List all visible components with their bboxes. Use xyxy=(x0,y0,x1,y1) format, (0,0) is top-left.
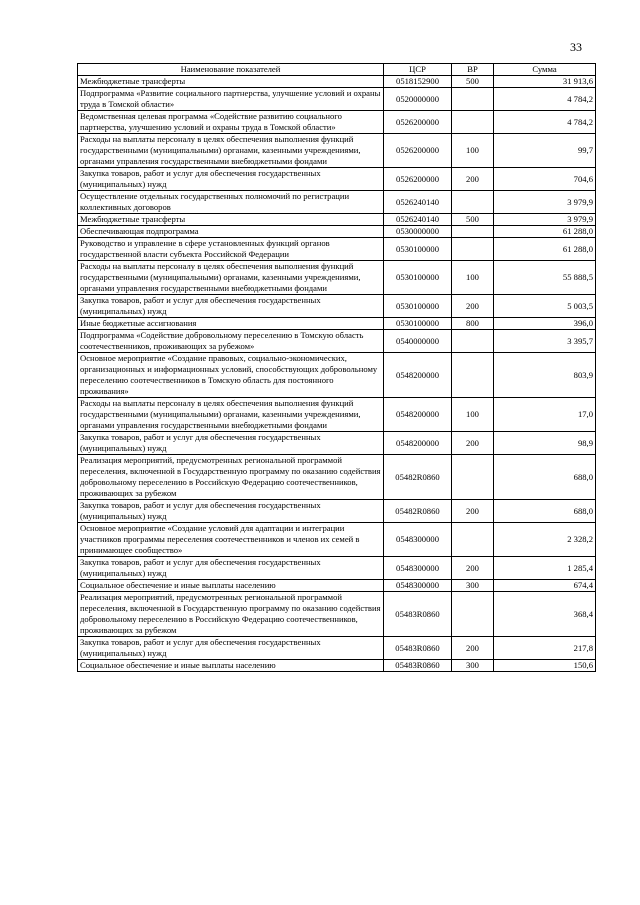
table-row xyxy=(78,398,596,432)
table-row xyxy=(78,111,596,134)
row-csr-cell: 0548300000 xyxy=(384,580,452,592)
row-vr-cell xyxy=(452,226,494,238)
row-sum-cell: 2 328,2 xyxy=(494,523,596,557)
row-sum-cell: 3 979,9 xyxy=(494,214,596,226)
table-row xyxy=(78,637,596,660)
page-number: 33 xyxy=(570,40,582,54)
row-csr-cell: 0518152900 xyxy=(384,76,452,88)
row-sum-cell: 17,0 xyxy=(494,398,596,432)
row-sum-cell: 61 288,0 xyxy=(494,226,596,238)
row-name-cell: Закупка товаров, работ и услуг для обеспечения государственных (муниципальных) нужд xyxy=(78,295,384,318)
row-vr-cell: 100 xyxy=(452,134,494,168)
row-name-cell: Закупка товаров, работ и услуг для обеспечения государственных (муниципальных) нужд xyxy=(78,432,384,455)
table-row xyxy=(78,455,596,500)
row-vr-cell xyxy=(452,455,494,500)
row-vr-cell: 200 xyxy=(452,432,494,455)
row-vr-cell: 300 xyxy=(452,580,494,592)
header-sum: Сумма xyxy=(494,64,596,76)
row-vr-cell: 500 xyxy=(452,76,494,88)
table-row xyxy=(78,88,596,111)
row-sum-cell: 99,7 xyxy=(494,134,596,168)
row-sum-cell: 688,0 xyxy=(494,455,596,500)
row-sum-cell: 688,0 xyxy=(494,500,596,523)
table-row xyxy=(78,432,596,455)
row-vr-cell: 200 xyxy=(452,295,494,318)
row-sum-cell: 674,4 xyxy=(494,580,596,592)
row-sum-cell: 5 003,5 xyxy=(494,295,596,318)
row-sum-cell: 396,0 xyxy=(494,318,596,330)
row-name-cell: Реализация мероприятий, предусмотренных региональной программой переселения, включенной в Государственную программу по оказанию содействия добровольному переселению в Российскую Федерацию соотечественников, проживающих за рубежом xyxy=(78,592,384,637)
row-name-cell: Руководство и управление в сфере установленных функций органов государственной власти субъекта Российской Федерации xyxy=(78,238,384,261)
table-row xyxy=(78,660,596,672)
row-vr-cell: 100 xyxy=(452,398,494,432)
table-row xyxy=(78,580,596,592)
row-sum-cell: 803,9 xyxy=(494,353,596,398)
row-name-cell: Обеспечивающая подпрограмма xyxy=(78,226,384,238)
row-sum-cell: 98,9 xyxy=(494,432,596,455)
row-vr-cell xyxy=(452,353,494,398)
row-name-cell: Расходы на выплаты персоналу в целях обеспечения выполнения функций государственными (муниципальными) органами, казенными учреждениями, органами управления государственными внебюджетными фондами xyxy=(78,134,384,168)
row-name-cell: Основное мероприятие «Создание условий для адаптации и интеграции участников программы переселения соотечественников и членов их семей в принимающее сообщество» xyxy=(78,523,384,557)
row-sum-cell: 61 288,0 xyxy=(494,238,596,261)
row-name-cell: Социальное обеспечение и иные выплаты населению xyxy=(78,660,384,672)
row-vr-cell xyxy=(452,330,494,353)
row-csr-cell: 0530100000 xyxy=(384,261,452,295)
row-csr-cell: 0526200000 xyxy=(384,111,452,134)
table-row xyxy=(78,214,596,226)
table-header-row xyxy=(78,64,596,76)
row-vr-cell: 200 xyxy=(452,557,494,580)
row-sum-cell: 3 979,9 xyxy=(494,191,596,214)
row-csr-cell: 0548200000 xyxy=(384,398,452,432)
row-name-cell: Расходы на выплаты персоналу в целях обеспечения выполнения функций государственными (муниципальными) органами, казенными учреждениями, органами управления государственными внебюджетными фондами xyxy=(78,398,384,432)
row-sum-cell: 368,4 xyxy=(494,592,596,637)
row-csr-cell: 0548300000 xyxy=(384,557,452,580)
table-row xyxy=(78,353,596,398)
row-name-cell: Реализация мероприятий, предусмотренных региональной программой переселения, включенной в Государственную программу по оказанию содействия добровольному переселению в Российскую Федерацию соотечественников, проживающих за рубежом xyxy=(78,455,384,500)
header-name: Наименование показателей xyxy=(78,64,384,76)
row-csr-cell: 0548300000 xyxy=(384,523,452,557)
row-vr-cell xyxy=(452,238,494,261)
table-row xyxy=(78,261,596,295)
table-row xyxy=(78,557,596,580)
row-vr-cell: 800 xyxy=(452,318,494,330)
row-vr-cell xyxy=(452,111,494,134)
table-row xyxy=(78,134,596,168)
row-csr-cell: 05482R0860 xyxy=(384,500,452,523)
row-csr-cell: 0530100000 xyxy=(384,295,452,318)
header-vr: ВР xyxy=(452,64,494,76)
table-row xyxy=(78,168,596,191)
row-name-cell: Расходы на выплаты персоналу в целях обеспечения выполнения функций государственными (муниципальными) органами, казенными учреждениями, органами управления государственными внебюджетными фондами xyxy=(78,261,384,295)
row-csr-cell: 0540000000 xyxy=(384,330,452,353)
row-csr-cell: 0520000000 xyxy=(384,88,452,111)
row-sum-cell: 150,6 xyxy=(494,660,596,672)
row-csr-cell: 05482R0860 xyxy=(384,455,452,500)
row-sum-cell: 4 784,2 xyxy=(494,111,596,134)
row-name-cell: Социальное обеспечение и иные выплаты населению xyxy=(78,580,384,592)
row-csr-cell: 05483R0860 xyxy=(384,660,452,672)
row-vr-cell: 200 xyxy=(452,168,494,191)
row-vr-cell: 200 xyxy=(452,637,494,660)
table-row xyxy=(78,295,596,318)
row-name-cell: Осуществление отдельных государственных полномочий по регистрации коллективных договоров xyxy=(78,191,384,214)
row-csr-cell: 05483R0860 xyxy=(384,592,452,637)
row-vr-cell xyxy=(452,523,494,557)
row-sum-cell: 3 395,7 xyxy=(494,330,596,353)
row-csr-cell: 0526200000 xyxy=(384,168,452,191)
row-name-cell: Основное мероприятие «Создание правовых, социально-экономических, организационных и информационных условий, способствующих добровольному переселению соотечественников в Томскую область для постоянного проживания» xyxy=(78,353,384,398)
row-csr-cell: 0530000000 xyxy=(384,226,452,238)
row-vr-cell xyxy=(452,88,494,111)
row-name-cell: Межбюджетные трансферты xyxy=(78,76,384,88)
row-name-cell: Ведомственная целевая программа «Содействие развитию социального партнерства, улучшению условий и охраны труда в Томской области» xyxy=(78,111,384,134)
row-csr-cell: 0548200000 xyxy=(384,353,452,398)
row-vr-cell: 300 xyxy=(452,660,494,672)
row-sum-cell: 704,6 xyxy=(494,168,596,191)
table-row xyxy=(78,191,596,214)
row-csr-cell: 0526240140 xyxy=(384,214,452,226)
row-name-cell: Закупка товаров, работ и услуг для обеспечения государственных (муниципальных) нужд xyxy=(78,637,384,660)
row-vr-cell: 200 xyxy=(452,500,494,523)
row-name-cell: Межбюджетные трансферты xyxy=(78,214,384,226)
table-row xyxy=(78,226,596,238)
row-sum-cell: 31 913,6 xyxy=(494,76,596,88)
row-csr-cell: 0530100000 xyxy=(384,318,452,330)
table-row xyxy=(78,330,596,353)
row-name-cell: Закупка товаров, работ и услуг для обеспечения государственных (муниципальных) нужд xyxy=(78,500,384,523)
row-csr-cell: 0526200000 xyxy=(384,134,452,168)
table-row xyxy=(78,592,596,637)
row-sum-cell: 4 784,2 xyxy=(494,88,596,111)
row-csr-cell: 0548200000 xyxy=(384,432,452,455)
table-row xyxy=(78,523,596,557)
row-sum-cell: 1 285,4 xyxy=(494,557,596,580)
row-csr-cell: 0526240140 xyxy=(384,191,452,214)
table-row xyxy=(78,500,596,523)
row-vr-cell xyxy=(452,191,494,214)
row-vr-cell: 100 xyxy=(452,261,494,295)
row-sum-cell: 217,8 xyxy=(494,637,596,660)
row-sum-cell: 55 888,5 xyxy=(494,261,596,295)
table-row xyxy=(78,76,596,88)
budget-table xyxy=(77,63,596,672)
row-name-cell: Закупка товаров, работ и услуг для обеспечения государственных (муниципальных) нужд xyxy=(78,168,384,191)
row-name-cell: Иные бюджетные ассигнования xyxy=(78,318,384,330)
row-name-cell: Подпрограмма «Содействие добровольному переселению в Томскую область соотечественников, проживающих за рубежом» xyxy=(78,330,384,353)
header-csr: ЦСР xyxy=(384,64,452,76)
row-vr-cell xyxy=(452,592,494,637)
row-name-cell: Подпрограмма «Развитие социального партнерства, улучшение условий и охраны труда в Томской области» xyxy=(78,88,384,111)
row-csr-cell: 0530100000 xyxy=(384,238,452,261)
row-name-cell: Закупка товаров, работ и услуг для обеспечения государственных (муниципальных) нужд xyxy=(78,557,384,580)
table-row xyxy=(78,318,596,330)
table-row xyxy=(78,238,596,261)
row-csr-cell: 05483R0860 xyxy=(384,637,452,660)
row-vr-cell: 500 xyxy=(452,214,494,226)
